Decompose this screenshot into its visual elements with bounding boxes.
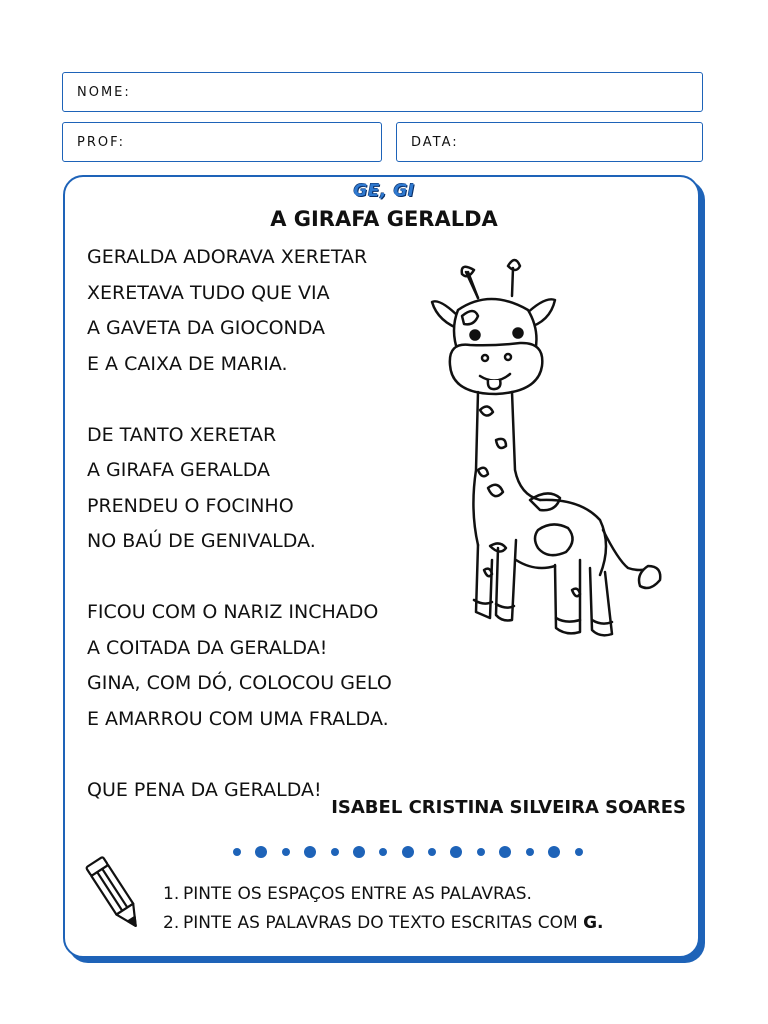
- giraffe-illustration: [425, 252, 670, 657]
- nome-label: NOME:: [77, 84, 131, 100]
- poem-line: E A CAIXA DE MARIA.: [87, 352, 288, 375]
- poem: [87, 240, 467, 808]
- instruction-bold-letter: G.: [583, 913, 604, 933]
- instruction-text: PINTE OS ESPAÇOS ENTRE AS PALAVRAS.: [183, 884, 532, 904]
- poem-line: XERETAVA TUDO QUE VIA: [87, 281, 330, 304]
- nome-field[interactable]: [62, 72, 703, 112]
- poem-line: DE TANTO XERETAR: [87, 423, 277, 446]
- prof-field[interactable]: [62, 122, 382, 162]
- poem-line: A COITADA DA GERALDA!: [87, 636, 328, 659]
- instruction-1: [163, 880, 604, 909]
- poem-line: GINA, COM DÓ, COLOCOU GELO: [87, 672, 392, 694]
- stanza-1: [87, 240, 467, 382]
- prof-label: PROF:: [77, 134, 125, 150]
- poem-line: GERALDA ADORAVA XERETAR: [87, 246, 368, 268]
- instructions-list: [163, 880, 604, 938]
- poem-line: QUE PENA DA GERALDA!: [87, 778, 322, 801]
- instruction-number: 2.: [163, 913, 180, 933]
- data-label: DATA:: [411, 134, 459, 150]
- data-field[interactable]: [396, 122, 703, 162]
- stanza-2: [87, 418, 467, 560]
- instruction-number: 1.: [163, 884, 180, 904]
- poem-line: E AMARROU COM UMA FRALDA.: [87, 707, 389, 730]
- poem-line: FICOU COM O NARIZ INCHADO: [87, 601, 379, 623]
- poem-line: PRENDEU O FOCINHO: [87, 494, 294, 517]
- poem-line: NO BAÚ DE GENIVALDA.: [87, 530, 316, 552]
- author-name: ISABEL CRISTINA SILVEIRA SOARES: [331, 797, 686, 818]
- page-title: A GIRAFA GERALDA: [270, 207, 498, 231]
- instruction-text: PINTE AS PALAVRAS DO TEXTO ESCRITAS COM: [183, 913, 584, 933]
- subtitle: GE, GI: [353, 181, 415, 201]
- dot-divider: [230, 842, 590, 862]
- pencil-icon: [80, 852, 150, 937]
- poem-line: A GAVETA DA GIOCONDA: [87, 317, 326, 339]
- poem-line: A GIRAFA GERALDA: [87, 459, 271, 481]
- instruction-2: [163, 909, 604, 938]
- stanza-3: [87, 595, 467, 737]
